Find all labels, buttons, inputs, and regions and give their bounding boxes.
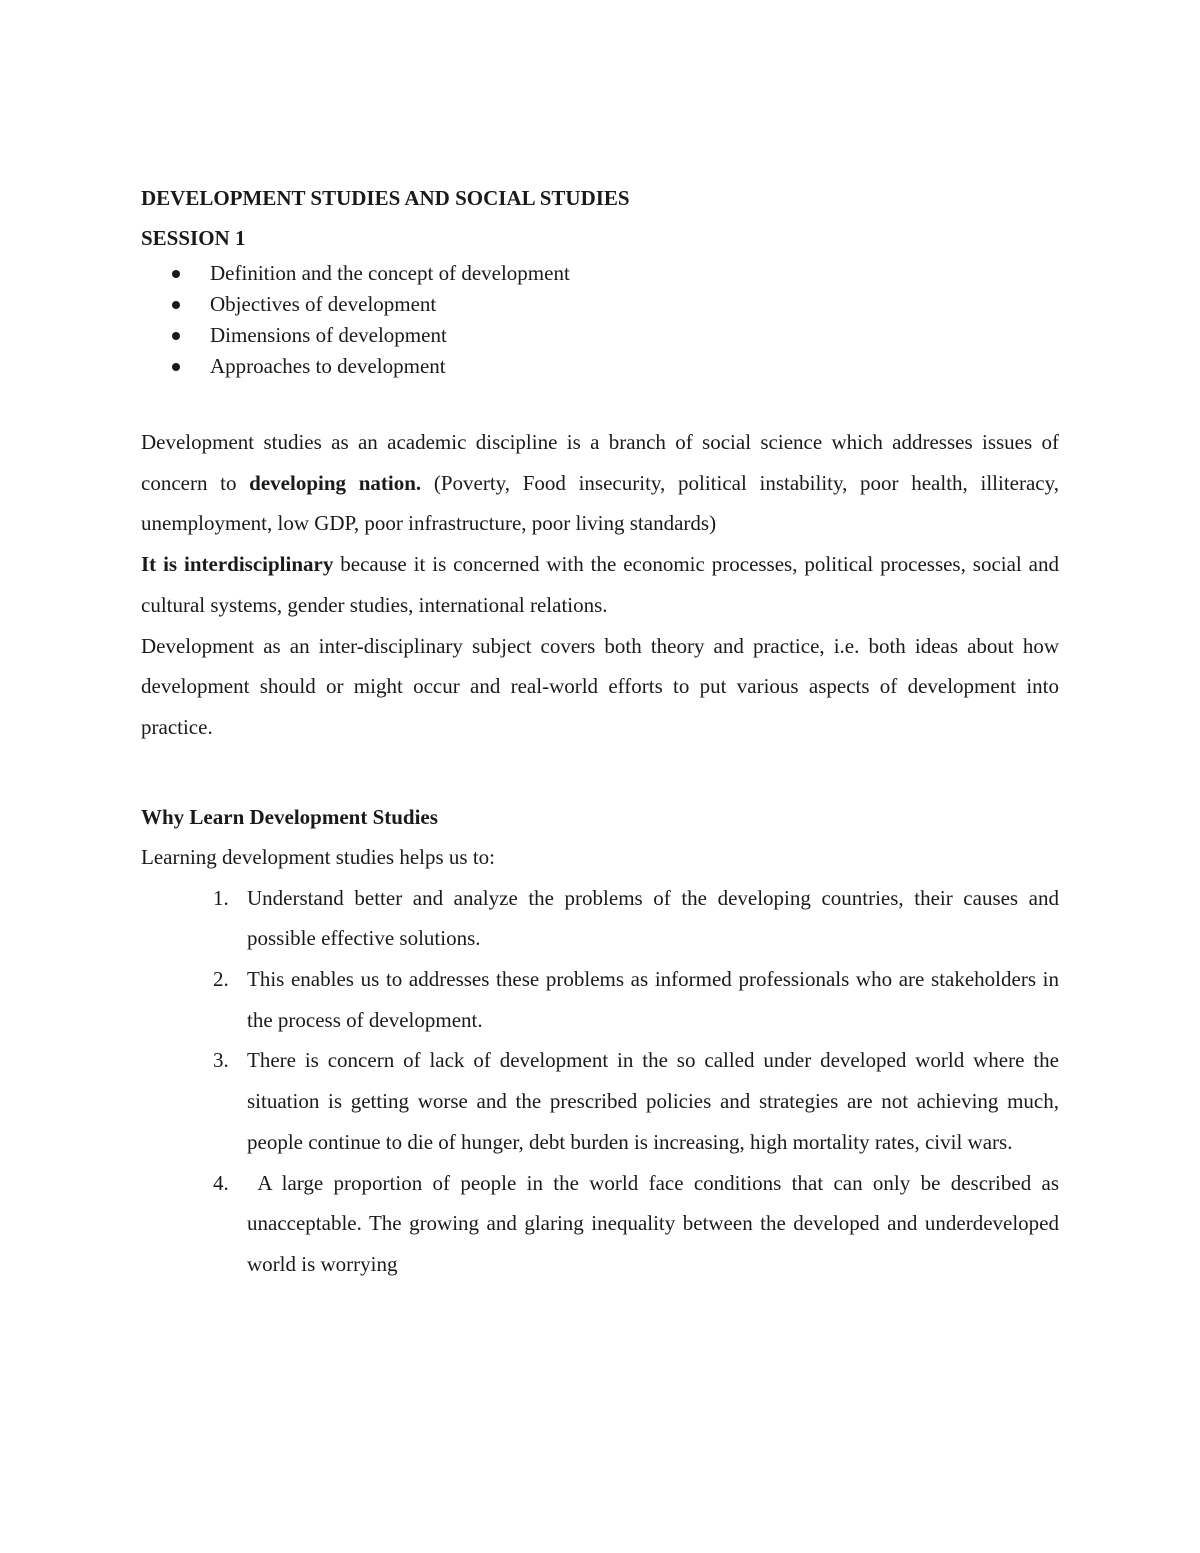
list-number: 2.	[213, 967, 229, 992]
list-item	[141, 1163, 1065, 1285]
bullet-icon	[172, 363, 180, 371]
topic-text: Approaches to development	[210, 354, 446, 378]
paragraph-interdisciplinary	[141, 544, 1059, 625]
paragraph-text: (Poverty, Food insecurity, political instability, poor health, illiteracy, unemployment, low GDP, poor infrastructure, poor living standards)	[141, 470, 1059, 536]
list-number: 1.	[213, 885, 229, 910]
bullet-icon	[172, 301, 180, 309]
document-title: DEVELOPMENT STUDIES AND SOCIAL STUDIES	[141, 186, 630, 210]
topic-text: Definition and the concept of development	[210, 261, 570, 285]
list-item	[141, 258, 1059, 289]
bullet-icon	[172, 270, 180, 278]
document-page	[141, 178, 1065, 1285]
reason-text: Understand better and analyze the problems of the developing countries, their causes and possible effective solutions.	[247, 885, 1059, 951]
reasons-list	[141, 878, 1065, 1285]
reason-text: This enables us to addresses these problems as informed professionals who are stakeholders in the process of development.	[247, 967, 1059, 1032]
list-item	[141, 878, 1059, 959]
list-item	[141, 320, 1059, 351]
paragraph-definition	[141, 422, 1059, 544]
topics-list	[141, 258, 1059, 382]
bullet-icon	[172, 332, 180, 340]
topic-text: Objectives of development	[210, 292, 437, 316]
reason-text: There is concern of lack of development in the so called under developed world where the situation is getting worse and the prescribed policies and strategies are not achieving much, people continue to die of hunger, debt burden is increasing, high mortality rates, civil wars.	[247, 1048, 1059, 1154]
paragraph-theory-practice: Development as an inter-disciplinary subject covers both theory and practice, i.e. both ideas about how development should or might occur and real-world efforts to put various aspects of development into practice.	[141, 633, 1059, 739]
section-intro: Learning development studies helps us to:	[141, 844, 496, 869]
topic-text: Dimensions of development	[210, 323, 447, 347]
list-item	[141, 289, 1059, 320]
bold-phrase: developing nation.	[249, 470, 422, 495]
spacer	[141, 748, 1059, 797]
list-item	[141, 351, 1059, 382]
list-number: 3.	[213, 1048, 229, 1073]
paragraph-text: Development studies as an academic discipline is a branch of social science which addresses issues of concern to	[141, 430, 1059, 495]
session-heading: SESSION 1	[141, 226, 246, 250]
spacer	[141, 382, 1059, 422]
list-number: 4.	[213, 1170, 229, 1195]
bold-phrase: It is interdisciplinary	[141, 552, 334, 577]
paragraph-text: because it is concerned with the economic processes, political processes, social and cultural systems, gender studies, international relations.	[141, 552, 1060, 617]
reason-text: A large proportion of people in the world face conditions that can only be described as unacceptable. The growing and glaring inequality between the developed and underdeveloped world is worrying	[247, 1170, 1065, 1276]
section-heading: Why Learn Development Studies	[141, 804, 438, 829]
list-item	[141, 1040, 1059, 1162]
list-item	[141, 959, 1059, 1040]
